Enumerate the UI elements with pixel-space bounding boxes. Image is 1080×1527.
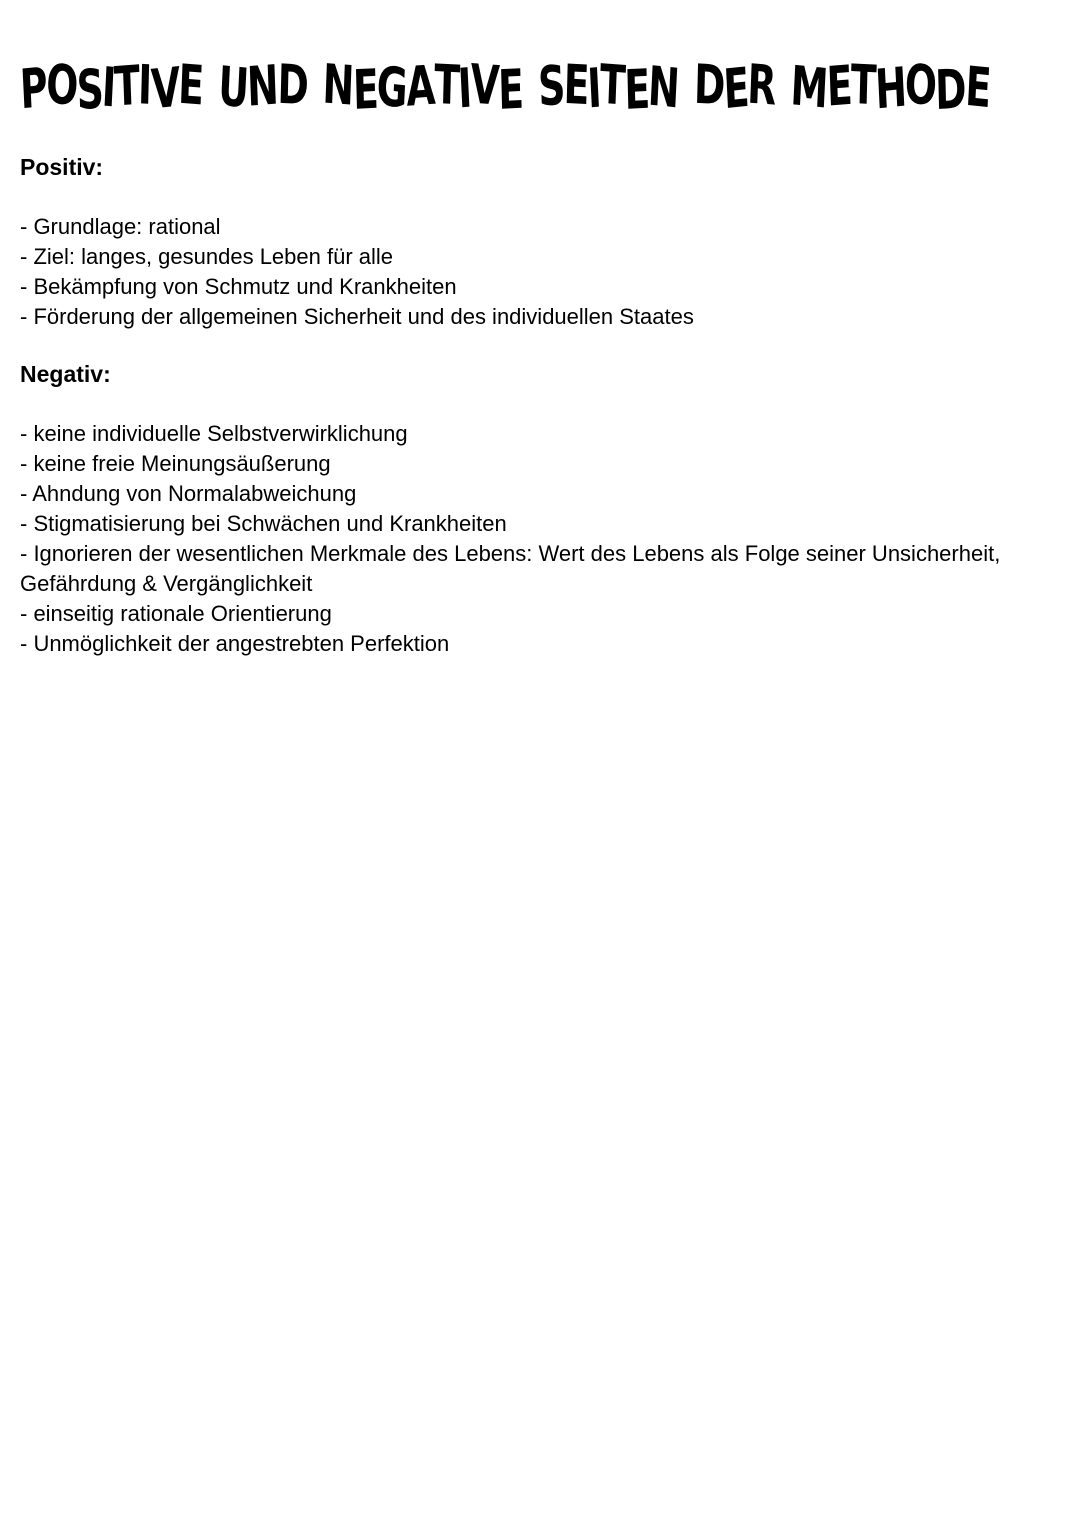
list-item: - Ahndung von Normalabweichung [20, 481, 357, 506]
page-title: POSITIVE UND NEGATIVE SEITEN DER METHODE [18, 51, 991, 122]
list-item: - Grundlage: rational [20, 214, 221, 239]
list-item: - Förderung der allgemeinen Sicherheit und des individuellen Staates [20, 304, 694, 329]
list-item: - keine freie Meinungsäußerung [20, 451, 331, 476]
section-heading-positiv: Positiv: [20, 154, 104, 180]
section-heading-negativ: Negativ: [20, 361, 111, 387]
list-item: - Unmöglichkeit der angestrebten Perfektion [20, 631, 450, 656]
list-item: - keine individuelle Selbstverwirklichung [20, 421, 408, 446]
list-item: - Bekämpfung von Schmutz und Krankheiten [20, 274, 457, 299]
section-positiv [20, 152, 1036, 332]
list-item: - Ignorieren der wesentlichen Merkmale des Lebens: Wert des Lebens als Folge seiner Unsicherheit, Gefährdung & Vergänglichkeit [20, 541, 1001, 596]
list-item: - Stigmatisierung bei Schwächen und Krankheiten [20, 511, 507, 536]
negativ-item-list [20, 419, 1032, 659]
section-negativ [20, 359, 1036, 659]
positiv-item-list [20, 212, 1032, 332]
list-item: - Ziel: langes, gesundes Leben für alle [20, 244, 394, 269]
list-item: - einseitig rationale Orientierung [20, 601, 332, 626]
